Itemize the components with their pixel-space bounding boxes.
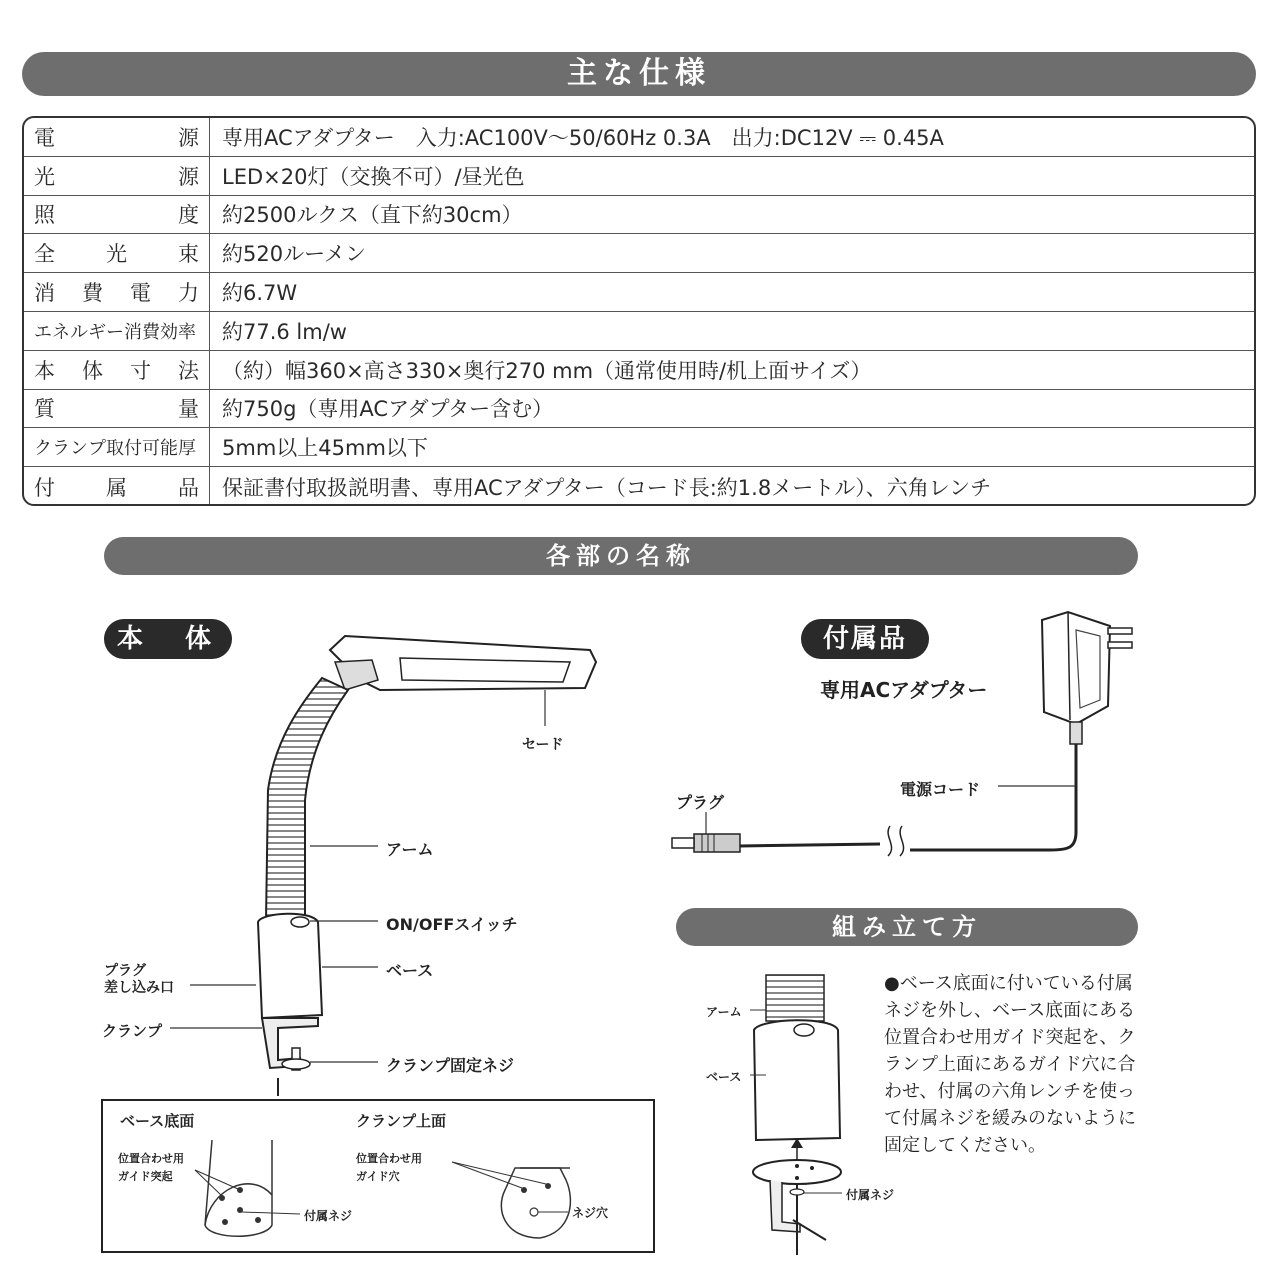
spec-value: LED×20灯（交換不可）/昼光色 — [222, 164, 525, 189]
spec-label: 本体寸法 — [34, 358, 199, 383]
label-clamp-top: クランプ上面 — [356, 1112, 447, 1130]
label-clamp: クランプ — [102, 1022, 163, 1040]
ac-adapter-illustration — [672, 612, 1132, 856]
label-switch: ON/OFFスイッチ — [386, 915, 518, 934]
spec-label: 電源 — [34, 125, 199, 150]
spec-label: クランプ取付可能厚 — [34, 438, 196, 460]
spec-label: 消費電力 — [34, 281, 199, 306]
label-adapter: 専用ACアダプター — [820, 678, 988, 702]
label-guide-protrusion-2: ガイド突起 — [118, 1170, 173, 1183]
assembly-label-screw: 付属ネジ — [846, 1188, 895, 1202]
parts-title: 各部の名称 — [546, 542, 696, 570]
spec-value: 約750g（専用ACアダプター含む） — [222, 397, 554, 422]
label-plug-inlet-2: 差し込み口 — [104, 980, 174, 996]
label-cord: 電源コード — [900, 780, 981, 799]
assembly-title: 組み立て方 — [832, 913, 982, 941]
label-clamp-screw: クランプ固定ネジ — [386, 1056, 515, 1075]
spec-label: 光源 — [34, 164, 199, 189]
label-arm: アーム — [386, 840, 434, 859]
lamp-arm — [266, 678, 348, 920]
label-shade: セード — [522, 737, 564, 753]
spec-value: 約77.6 lm/w — [222, 319, 347, 344]
spec-value: 専用ACアダプター 入力:AC100V〜50/60Hz 0.3A 出力:DC12V ⎓ 0.45A — [222, 125, 944, 150]
spec-label: 照度 — [34, 203, 199, 228]
spec-value: 5mm以上45mm以下 — [222, 436, 428, 461]
label-base-bottom: ベース底面 — [120, 1112, 195, 1130]
spec-label: 質量 — [34, 397, 199, 422]
dc-plug — [694, 834, 740, 852]
assembly-label-arm: アーム — [706, 1005, 742, 1019]
assembly-illustration — [750, 975, 842, 1255]
accessory-heading: 付属品 — [801, 619, 929, 659]
spec-value: 保証書付取扱説明書、専用ACアダプター（コード長:約1.8メートル）、六角レンチ — [222, 475, 992, 500]
label-screw-hole: ネジ穴 — [572, 1206, 609, 1220]
spec-value: 約6.7W — [222, 281, 298, 306]
label-guide-hole-2: ガイド穴 — [356, 1170, 400, 1183]
assembly-label-base: ベース — [706, 1070, 742, 1084]
spec-label: 全光束 — [34, 242, 199, 267]
label-guide-hole-1: 位置合わせ用 — [356, 1152, 422, 1165]
spec-label: 付属品 — [34, 475, 199, 500]
label-plug: プラグ — [676, 793, 725, 812]
specs-title: 主な仕様 — [567, 56, 711, 91]
label-attached-screw: 付属ネジ — [304, 1209, 353, 1223]
label-plug-inlet-1: プラグ — [104, 963, 146, 979]
label-base: ベース — [386, 961, 434, 980]
lamp-base — [258, 914, 322, 1018]
spec-value: （約）幅360×高さ330×奥行270 mm（通常使用時/机上面サイズ） — [222, 358, 872, 383]
spec-value: 約520ルーメン — [222, 242, 367, 267]
assembly-instruction: ●ベース底面に付いている付属ネジを外し、ベース底面にある位置合わせ用ガイド突起を、クランプ上面にあるガイド穴に合わせ、付属の六角レンチを使って付属ネジを緩みのないように固定してください。 — [884, 973, 1136, 1156]
lamp-illustration — [170, 636, 596, 1096]
body-heading: 本 体 — [104, 619, 232, 659]
label-guide-protrusion-1: 位置合わせ用 — [118, 1152, 184, 1165]
spec-label: エネルギー消費効率 — [34, 321, 196, 343]
spec-value: 約2500ルクス（直下約30cm） — [222, 203, 523, 228]
